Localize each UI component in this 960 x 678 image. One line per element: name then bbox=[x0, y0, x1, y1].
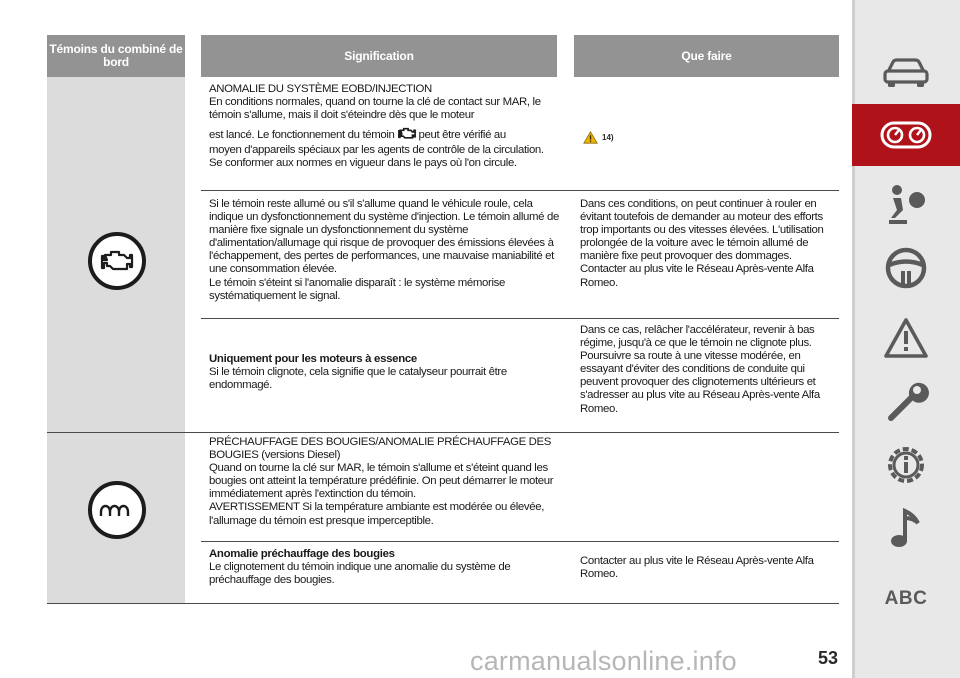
row-catalyst-meaning: Uniquement pour les moteurs à essence Si le témoin clignote, cela signifie que le catalyseur pourrait être endommagé. bbox=[209, 353, 507, 392]
inline-engine-icon bbox=[397, 127, 417, 144]
chapter-sidebar bbox=[852, 0, 960, 678]
index-abc-label: ABC bbox=[884, 588, 928, 609]
sidebar-item-safety[interactable] bbox=[852, 172, 960, 234]
steering-wheel-icon bbox=[883, 245, 929, 291]
row-divider bbox=[201, 541, 839, 542]
watermark: carmanualsonline.info bbox=[470, 646, 737, 676]
sidebar-item-multimedia[interactable] bbox=[852, 498, 960, 558]
row-glowplug-meaning: PRÉCHAUFFAGE DES BOUGIES/ANOMALIE PRÉCHAUFFAGE DES BOUGIES (versions Diesel) Quand on tourne la clé sur MAR, le témoin s'allume et s'éteint quand les bougies ont atteint la température prédéfinie. On peut démarrer le moteur immédiatement après l'extinction du témoin. AVERTISSEMENT Si la température ambiante est modérée ou élevée, l'allumage du témoin est presque imperceptible. bbox=[209, 436, 554, 527]
dashboard-gauges-icon bbox=[879, 120, 933, 150]
indicator-cell-engine bbox=[47, 77, 185, 432]
row-injection-action: Dans ces conditions, on peut continuer à rouler en évitant toutefois de demander au moteur des efforts trop importants ou des vitesses élevées. L'utilisation prolongée de la voiture avec le témoin allumé de manière fixe peut provoquer des dommages. Contacter au plus vite le Réseau Après-vente Alfa Romeo. bbox=[580, 198, 824, 289]
row-eobd-text-a: En conditions normales, quand on tourne la clé de contact sur MAR, le témoin s'allume, mais il doit s'éteindre dès que le moteur bbox=[209, 96, 541, 122]
sidebar-item-emergency[interactable] bbox=[852, 308, 960, 368]
row-divider bbox=[47, 432, 839, 433]
engine-warning-icon bbox=[88, 232, 146, 290]
row-divider bbox=[201, 190, 839, 191]
row-eobd-meaning bbox=[209, 83, 559, 171]
music-note-icon bbox=[886, 505, 926, 551]
row-divider bbox=[201, 318, 839, 319]
technical-info-gear-icon bbox=[883, 442, 929, 488]
page-number: 53 bbox=[818, 648, 839, 668]
sidebar-item-index[interactable] bbox=[852, 582, 960, 616]
row-eobd-title: ANOMALIE DU SYSTÈME EOBD/INJECTION bbox=[209, 83, 432, 95]
note-reference: 14) bbox=[583, 131, 614, 144]
row-injection-meaning: Si le témoin reste allumé ou s'il s'allume quand le véhicule roule, cela indique un dysfonctionnement du système d'injection. Le témoin allumé de manière fixe signale un dysfonctionnement du système d'alimentation/allumage qui risque de provoquer des émissions élevées à l'échappement, des pertes de performances, une mauvaise maniabilité et une consommation élevée. Le témoin s'éteint si l'anomalie disparaît : le système mémorise systématiquement le signal. bbox=[209, 198, 559, 302]
row-glowplug-fault-meaning: Anomalie préchauffage des bougies Le clignotement du témoin indique une anomalie du système de préchauffage des bougies. bbox=[209, 548, 511, 587]
sidebar-item-maintenance[interactable] bbox=[852, 370, 960, 432]
header-action: Que faire bbox=[574, 35, 839, 77]
table-bottom-line bbox=[47, 603, 839, 604]
warning-triangle-icon bbox=[883, 317, 929, 359]
car-icon bbox=[881, 56, 931, 90]
row-catalyst-action: Dans ce cas, relâcher l'accélérateur, revenir à bas régime, jusqu'à ce que le témoin ne clignote plus. Poursuivre sa route à une vitesse modérée, en essayant d'éviter des conditions de conduite qui peuvent provoquer des clignotements ultérieurs et s'adresser au plus vite au Réseau Après-vente Alfa Romeo. bbox=[580, 324, 820, 415]
row-eobd-text-c: moyen d'appareils spéciaux par les agents de contrôle de la circulation. Se conformer aux normes en vigueur dans le pays où l'on circule. bbox=[209, 144, 544, 170]
caution-icon bbox=[583, 131, 598, 144]
header-meaning: Signification bbox=[201, 35, 557, 77]
passenger-airbag-icon bbox=[883, 180, 929, 226]
row-glowplug-fault-action: Contacter au plus vite le Réseau Après-vente Alfa Romeo. bbox=[580, 555, 814, 581]
sidebar-item-technical-data[interactable] bbox=[852, 434, 960, 496]
wrench-icon bbox=[883, 378, 929, 424]
header-indicators: Témoins du combiné de bord bbox=[47, 35, 185, 77]
sidebar-item-car[interactable] bbox=[852, 42, 960, 104]
sidebar-item-driving[interactable] bbox=[852, 237, 960, 299]
row-eobd-text-b: est lancé. Le fonctionnement du témoin peut être vérifié au bbox=[209, 127, 559, 144]
glow-plug-icon bbox=[88, 481, 146, 539]
indicator-cell-glowplug bbox=[47, 432, 185, 603]
sidebar-item-dashboard[interactable] bbox=[852, 104, 960, 166]
